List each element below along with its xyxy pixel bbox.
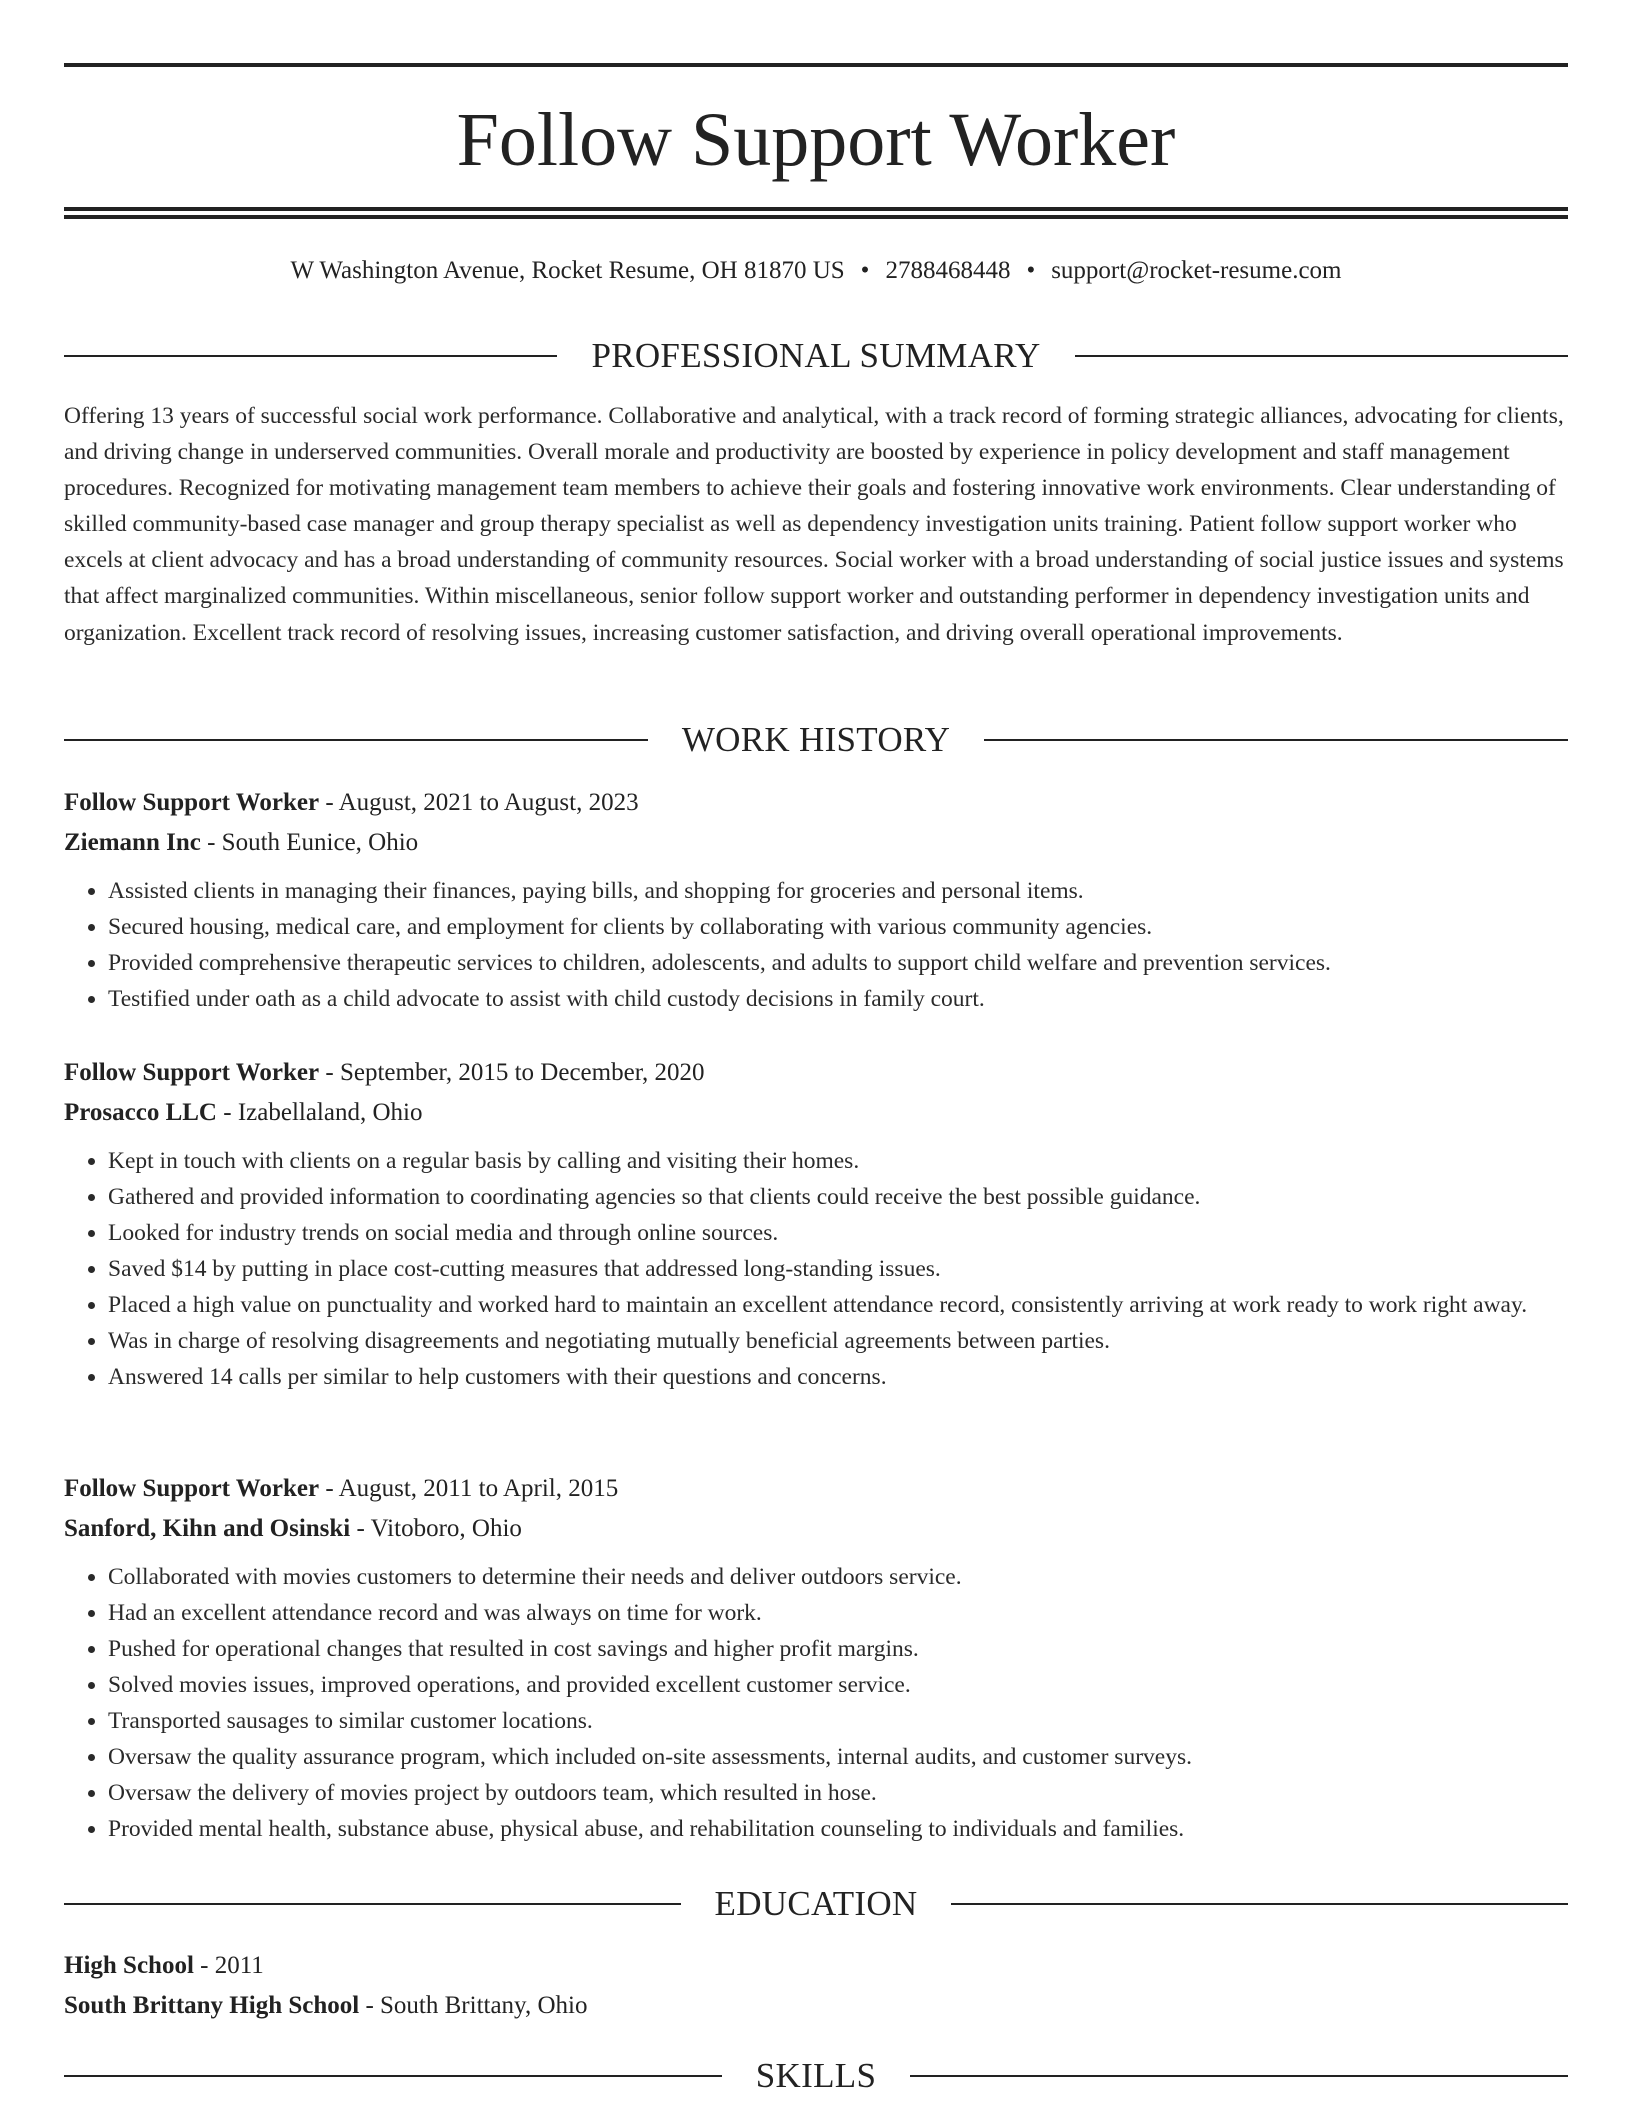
job-company: Ziemann Inc: [64, 829, 201, 856]
job-bullet: • Transported sausages to similar customer locations.: [108, 1703, 1568, 1739]
job-bullet: • Placed a high value on punctuality and worked hard to maintain an excellent attendance record, consistently arriving at work ready to work right away.: [108, 1287, 1568, 1323]
section-rule-left: [64, 739, 648, 741]
job-title: Follow Support Worker: [64, 1475, 320, 1502]
candidate-name: Follow Support Worker: [456, 98, 1176, 182]
section-header-summary: [64, 334, 1568, 378]
job-bullet: • Had an excellent attendance record and was always on time for work.: [108, 1595, 1568, 1631]
section-rule-left: [64, 2075, 722, 2077]
contact-separator: •: [860, 257, 870, 284]
contact-email: support@rocket-resume.com: [1051, 257, 1342, 284]
job-bullet: • Oversaw the quality assurance program, which included on-site assessments, internal audits, and customer surveys.: [108, 1739, 1568, 1775]
header-bottom-rule-second: [64, 215, 1568, 219]
job-location: - South Eunice, Ohio: [200, 829, 419, 856]
section-rule-right: [910, 2075, 1568, 2077]
job-dates: - August, 2011 to April, 2015: [319, 1475, 619, 1502]
contact-phone: 2788468448: [885, 257, 1011, 284]
job-title-line: [64, 1053, 1568, 1093]
job-entry: [64, 783, 1568, 1017]
job-entry: [64, 1053, 1568, 1395]
job-bullet-list: [64, 1143, 1568, 1395]
job-title: Follow Support Worker: [64, 1059, 320, 1086]
section-rule-left: [64, 355, 557, 357]
job-bullet: • Assisted clients in managing their finances, paying bills, and shopping for groceries and personal items.: [108, 873, 1568, 909]
job-bullet: • Collaborated with movies customers to determine their needs and deliver outdoors service.: [108, 1559, 1568, 1595]
job-company-line: [64, 823, 1568, 863]
job-bullet: • Answered 14 calls per similar to help customers with their questions and concerns.: [108, 1359, 1568, 1395]
education-school: South Brittany High School: [64, 1992, 360, 2019]
education-school-line: [64, 1986, 1568, 2026]
job-bullet: • Saved $14 by putting in place cost-cutting measures that addressed long-standing issues.: [108, 1251, 1568, 1287]
job-bullet: • Testified under oath as a child advocate to assist with child custody decisions in family court.: [108, 981, 1568, 1017]
job-title: Follow Support Worker: [64, 789, 320, 816]
job-bullet: • Gathered and provided information to coordinating agencies so that clients could receive the best possible guidance.: [108, 1179, 1568, 1215]
job-company-line: [64, 1509, 1568, 1549]
section-header-work: [64, 718, 1568, 762]
job-location: - Vitoboro, Ohio: [350, 1515, 522, 1542]
professional-summary-text: Offering 13 years of successful social work performance. Collaborative and analytical, with a track record of forming strategic alliances, advocating for clients, and driving change in underserved communities. Overall morale and productivity are boosted by experience in policy development and staff management procedures. Recognized for motivating management team members to achieve their goals and fostering innovative work environments. Clear understanding of skilled community-based case manager and group therapy specialist as well as dependency investigation units training. Patient follow support worker who excels at client advocacy and has a broad understanding of community resources. Social worker with a broad understanding of social justice issues and systems that affect marginalized communities. Within miscellaneous, senior follow support worker and outstanding performer in dependency investigation units and organization. Excellent track record of resolving issues, increasing customer satisfaction, and driving overall operational improvements.: [64, 403, 1564, 646]
job-bullet: • Oversaw the delivery of movies project by outdoors team, which resulted in hose.: [108, 1775, 1568, 1811]
education-degree-line: [64, 1946, 1568, 1986]
contact-address: W Washington Avenue, Rocket Resume, OH 81870 US: [290, 257, 845, 284]
section-title: EDUCATION: [714, 1884, 918, 1923]
job-bullet: • Secured housing, medical care, and employment for clients by collaborating with various community agencies.: [108, 909, 1568, 945]
section-title: SKILLS: [755, 2056, 877, 2095]
education-year: - 2011: [193, 1952, 264, 1979]
header-top-rule: [64, 63, 1568, 67]
education-location: - South Brittany, Ohio: [359, 1992, 588, 2019]
job-bullet: • Kept in touch with clients on a regular basis by calling and visiting their homes.: [108, 1143, 1568, 1179]
job-bullet: • Provided comprehensive therapeutic services to children, adolescents, and adults to support child welfare and prevention services.: [108, 945, 1568, 981]
section-title: WORK HISTORY: [681, 720, 951, 759]
job-company: Prosacco LLC: [64, 1099, 217, 1126]
job-entry: [64, 1469, 1568, 1847]
section-title: PROFESSIONAL SUMMARY: [591, 336, 1041, 375]
header-bottom-rule: [64, 207, 1568, 211]
job-title-line: [64, 1469, 1568, 1509]
job-bullet: • Looked for industry trends on social media and through online sources.: [108, 1215, 1568, 1251]
job-title-line: [64, 783, 1568, 823]
contact-line: [64, 254, 1568, 288]
section-rule-left: [64, 1903, 681, 1905]
job-dates: - August, 2021 to August, 2023: [319, 789, 639, 816]
job-bullet-list: [64, 1559, 1568, 1847]
education-entry: [64, 1946, 1568, 2026]
job-bullet: • Provided mental health, substance abuse, physical abuse, and rehabilitation counseling to individuals and families.: [108, 1811, 1568, 1847]
contact-separator: •: [1026, 257, 1036, 284]
section-header-education: [64, 1882, 1568, 1926]
job-company: Sanford, Kihn and Osinski: [64, 1515, 351, 1542]
section-header-skills: [64, 2054, 1568, 2098]
job-bullet: • Was in charge of resolving disagreements and negotiating mutually beneficial agreements between parties.: [108, 1323, 1568, 1359]
job-bullet: • Pushed for operational changes that resulted in cost savings and higher profit margins.: [108, 1631, 1568, 1667]
job-company-line: [64, 1093, 1568, 1133]
job-bullet: • Solved movies issues, improved operations, and provided excellent customer service.: [108, 1667, 1568, 1703]
job-bullet-list: [64, 873, 1568, 1017]
job-dates: - September, 2015 to December, 2020: [319, 1059, 705, 1086]
section-rule-right: [951, 1903, 1568, 1905]
job-location: - Izabellaland, Ohio: [217, 1099, 423, 1126]
section-rule-right: [984, 739, 1568, 741]
education-degree: High School: [64, 1952, 194, 1979]
section-rule-right: [1075, 355, 1568, 357]
